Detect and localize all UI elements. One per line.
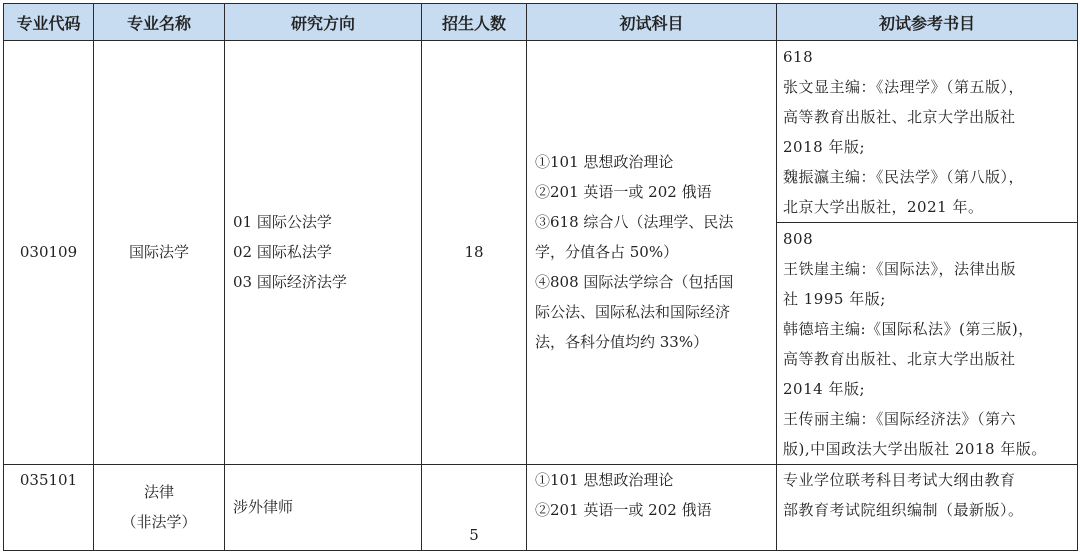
major-code: 035101 bbox=[19, 470, 78, 489]
major-name-note: （非法学） bbox=[121, 513, 197, 532]
header-enrollment: 招生人数 bbox=[422, 4, 527, 41]
subjects-cell bbox=[527, 41, 777, 465]
book-line: 魏振瀛主编：《民法学》（第八版）， bbox=[783, 167, 1025, 186]
enrollment-cell bbox=[422, 464, 527, 550]
header-name: 专业名称 bbox=[94, 4, 225, 41]
major-name: 法律 bbox=[143, 483, 174, 502]
header-books: 初试参考书目 bbox=[777, 4, 1078, 41]
book-line: 韩德培主编:《国际私法》(第三版)， bbox=[783, 319, 1034, 338]
book-line: 2014 年版; bbox=[783, 379, 865, 398]
book-line: 张文显主编：《法理学》（第五版）， bbox=[783, 77, 1025, 96]
books-cell-808 bbox=[777, 223, 1078, 464]
admissions-table-container bbox=[3, 3, 1077, 551]
enrollment-count: 5 bbox=[469, 526, 479, 544]
book-line: 王传丽主编：《国际经济法》（第六 bbox=[783, 409, 1017, 428]
major-code-cell bbox=[4, 41, 94, 465]
book-line: 2018 年版; bbox=[783, 137, 865, 156]
subject-item: ②201 英语一或 202 俄语 bbox=[535, 183, 712, 202]
book-group-code: 618 bbox=[783, 47, 814, 66]
subject-item: ①101 思想政治理论 bbox=[535, 470, 674, 489]
major-code-cell bbox=[4, 464, 94, 550]
major-name-cell bbox=[94, 41, 225, 465]
books-cell-618 bbox=[777, 41, 1078, 223]
table-row bbox=[4, 41, 1078, 223]
major-name-cell bbox=[94, 464, 225, 550]
direction-cell bbox=[225, 41, 422, 465]
direction-item: 涉外律师 bbox=[233, 498, 294, 517]
direction-item: 01 国际公法学 bbox=[233, 213, 332, 232]
subject-item: ③618 综合八（法理学、民法 bbox=[535, 213, 734, 232]
major-name: 国际法学 bbox=[128, 243, 189, 262]
book-line: 高等教育出版社、北京大学出版社 bbox=[783, 349, 1016, 368]
subject-item: ①101 思想政治理论 bbox=[535, 153, 674, 172]
book-line: 专业学位联考科目考试大纲由教育 bbox=[783, 470, 1016, 489]
subject-item: 学，分值各占 50%） bbox=[535, 243, 679, 262]
book-line: 王铁崖主编：《国际法》，法律出版 bbox=[783, 259, 1017, 278]
book-line: 版),中国政法大学出版社 2018 年版。 bbox=[783, 439, 1047, 458]
subject-item: ②201 英语一或 202 俄语 bbox=[535, 500, 712, 519]
book-line: 高等教育出版社、北京大学出版社 bbox=[783, 107, 1016, 126]
subject-item: 际公法、国际私法和国际经济 bbox=[535, 303, 731, 322]
direction-item: 03 国际经济法学 bbox=[233, 273, 347, 292]
subject-item: 法，各科分值均约 33%） bbox=[535, 333, 709, 352]
table-row bbox=[4, 464, 1078, 550]
header-row bbox=[4, 4, 1078, 41]
enrollment-cell bbox=[422, 41, 527, 465]
direction-item: 02 国际私法学 bbox=[233, 243, 332, 262]
header-subjects: 初试科目 bbox=[527, 4, 777, 41]
admissions-table bbox=[3, 3, 1078, 551]
book-group-code: 808 bbox=[783, 229, 814, 248]
subject-item: ④808 国际法学综合（包括国 bbox=[535, 273, 734, 292]
direction-cell bbox=[225, 464, 422, 550]
subjects-cell bbox=[527, 464, 777, 550]
book-line: 北京大学出版社，2021 年。 bbox=[783, 197, 984, 216]
major-code: 030109 bbox=[19, 243, 78, 262]
book-line: 部教育考试院组织编制（最新版）。 bbox=[783, 500, 1024, 519]
books-cell bbox=[777, 464, 1078, 550]
enrollment-count: 18 bbox=[464, 243, 484, 262]
book-line: 社 1995 年版; bbox=[783, 289, 886, 308]
header-code: 专业代码 bbox=[4, 4, 94, 41]
header-direction: 研究方向 bbox=[225, 4, 422, 41]
